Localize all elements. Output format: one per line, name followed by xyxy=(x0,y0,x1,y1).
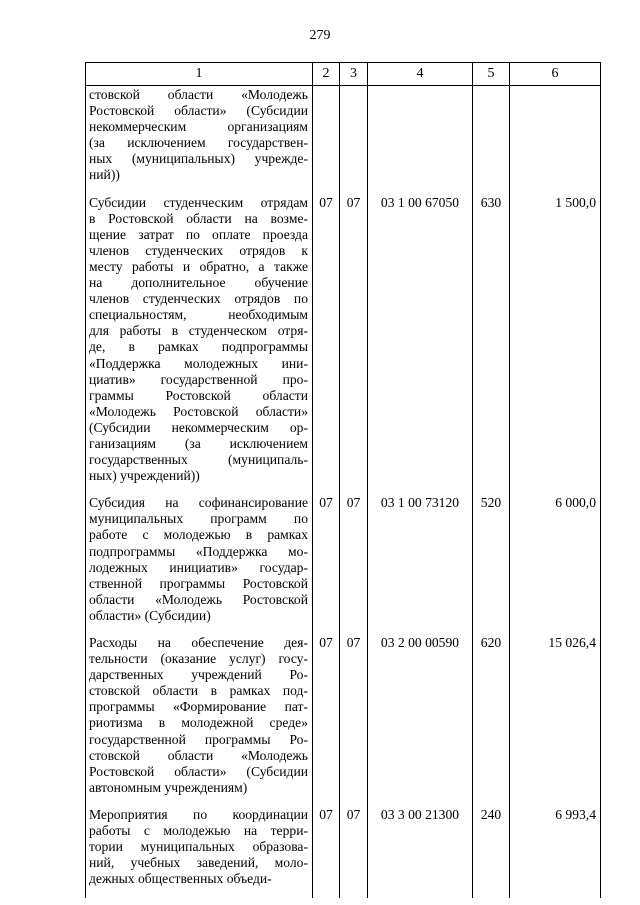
row-description xyxy=(86,495,313,635)
row-description xyxy=(86,635,313,807)
row-description xyxy=(86,807,313,898)
section-code: 07 xyxy=(313,635,340,807)
expense-type-code: 620 xyxy=(473,635,510,807)
description-line: щение затрат по оплате проезда xyxy=(89,226,308,242)
description-line: работы с молодежью на терри- xyxy=(89,823,308,839)
description-line: ственной программы Ростовской xyxy=(89,575,308,591)
table-row xyxy=(86,635,601,807)
description-line: членов студенческих отрядов к xyxy=(89,242,308,258)
description-line: граммы Ростовской области xyxy=(89,387,308,403)
subsection-code: 07 xyxy=(340,807,368,898)
column-header-4: 4 xyxy=(368,63,473,86)
section-code: 07 xyxy=(313,807,340,898)
target-article-code: 03 1 00 67050 xyxy=(368,195,473,496)
description-line: государственной программы Ро- xyxy=(89,731,308,747)
description-line: дежных общественных объеди- xyxy=(89,871,272,887)
expense-type-code: 520 xyxy=(473,495,510,635)
amount-value: 6 000,0 xyxy=(510,495,601,635)
description-line: стовской области в рамках под- xyxy=(89,683,308,699)
description-line: Мероприятия по координации xyxy=(89,806,308,822)
description-line: автономным учреждениям) xyxy=(89,779,248,795)
description-line: Ростовской области» (Субсидии xyxy=(89,103,308,119)
description-line: в Ростовской области на возме- xyxy=(89,210,308,226)
amount-value: 15 026,4 xyxy=(510,635,601,807)
description-line: стовской области «Молодежь xyxy=(89,747,308,763)
target-article-code xyxy=(368,86,473,195)
column-header-3: 3 xyxy=(340,63,368,86)
description-line: специальностям, необходимым xyxy=(89,307,308,323)
description-line: государственных (муниципаль- xyxy=(89,452,308,468)
table-row xyxy=(86,86,601,195)
subsection-code: 07 xyxy=(340,195,368,496)
description-line: «Молодежь Ростовской области» xyxy=(89,403,308,419)
description-line: области» (Субсидии) xyxy=(89,607,211,623)
expense-type-code xyxy=(473,86,510,195)
description-line: на дополнительное обучение xyxy=(89,275,308,291)
description-line: риотизма в молодежной среде» xyxy=(89,715,308,731)
section-code xyxy=(313,86,340,195)
description-line: муниципальных программ по xyxy=(89,511,308,527)
column-header-5: 5 xyxy=(473,63,510,86)
subsection-code: 07 xyxy=(340,495,368,635)
page-number: 279 xyxy=(309,28,331,43)
description-line: подпрограммы «Поддержка мо- xyxy=(89,543,308,559)
description-line: некоммерческим организациям xyxy=(89,119,308,135)
description-line: тории муниципальных образова- xyxy=(89,839,308,855)
budget-table xyxy=(85,62,601,898)
table-body xyxy=(86,86,601,899)
description-line: области «Молодежь Ростовской xyxy=(89,591,308,607)
row-description xyxy=(86,195,313,496)
description-line: ных) учреждений)) xyxy=(89,468,200,484)
table-row xyxy=(86,807,601,898)
description-line: программы «Формирование пат- xyxy=(89,699,308,715)
description-line: (Субсидии некоммерческим ор- xyxy=(89,419,308,435)
description-line: ний)) xyxy=(89,167,120,183)
amount-value: 1 500,0 xyxy=(510,195,601,496)
subsection-code xyxy=(340,86,368,195)
expense-type-code: 630 xyxy=(473,195,510,496)
description-line: месту работы и обратно, а также xyxy=(89,258,308,274)
description-line: Субсидия на софинансирование xyxy=(89,495,308,511)
table-row xyxy=(86,195,601,496)
table-header-row xyxy=(86,63,601,86)
description-line: ных (муниципальных) учрежде- xyxy=(89,151,308,167)
description-line: «Поддержка молодежных ини- xyxy=(89,355,308,371)
description-line: стовской области «Молодежь xyxy=(89,87,308,102)
description-line: (за исключением государствен- xyxy=(89,135,308,151)
row-description xyxy=(86,86,313,195)
target-article-code: 03 1 00 73120 xyxy=(368,495,473,635)
target-article-code: 03 3 00 21300 xyxy=(368,807,473,898)
description-line: дарственных учреждений Ро- xyxy=(89,667,308,683)
description-line: тельности (оказание услуг) госу- xyxy=(89,651,308,667)
description-line: работе с молодежью в рамках xyxy=(89,527,308,543)
column-header-6: 6 xyxy=(510,63,601,86)
description-line: циатив» государственной про- xyxy=(89,371,308,387)
amount-value xyxy=(510,86,601,195)
table-row xyxy=(86,495,601,635)
column-header-1: 1 xyxy=(86,63,313,86)
section-code: 07 xyxy=(313,195,340,496)
target-article-code: 03 2 00 00590 xyxy=(368,635,473,807)
description-line: Расходы на обеспечение дея- xyxy=(89,635,308,650)
description-line: ний, учебных заведений, моло- xyxy=(89,855,308,871)
subsection-code: 07 xyxy=(340,635,368,807)
description-line: для работы в студенческом отря- xyxy=(89,323,308,339)
expense-type-code: 240 xyxy=(473,807,510,898)
amount-value: 6 993,4 xyxy=(510,807,601,898)
description-line: де, в рамках подпрограммы xyxy=(89,339,308,355)
description-line: Субсидии студенческим отрядам xyxy=(89,194,308,210)
section-code: 07 xyxy=(313,495,340,635)
description-line: членов студенческих отрядов по xyxy=(89,291,308,307)
description-line: ганизациям (за исключением xyxy=(89,435,308,451)
description-line: лодежных инициатив» государ- xyxy=(89,559,308,575)
column-header-2: 2 xyxy=(313,63,340,86)
description-line: Ростовской области» (Субсидии xyxy=(89,763,308,779)
